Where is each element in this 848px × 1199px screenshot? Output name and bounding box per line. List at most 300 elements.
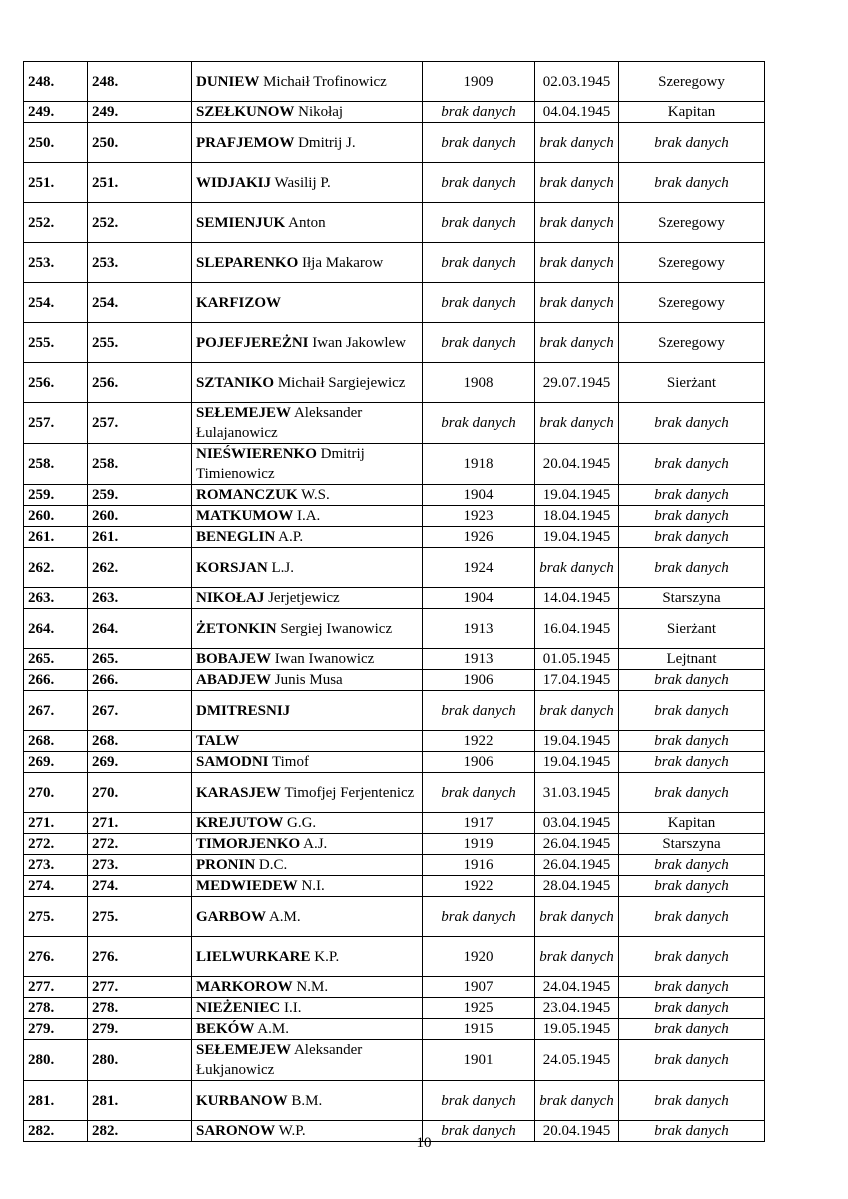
name-cell: [192, 283, 423, 323]
table-row: [24, 752, 765, 773]
rank: brak danych: [619, 444, 765, 485]
death-date: 18.04.1945: [535, 506, 619, 527]
death-date: 29.07.1945: [535, 363, 619, 403]
given-names: Aleksander Łulajanowicz: [196, 405, 363, 441]
given-names: Junis Musa: [274, 672, 343, 688]
name-cell: [192, 444, 423, 485]
surname: DMITRESNIJ: [196, 702, 291, 719]
birth-year: brak danych: [423, 403, 535, 444]
row-number: 258.: [24, 444, 88, 485]
death-date: 24.05.1945: [535, 1040, 619, 1081]
surname: ŻETONKIN: [196, 620, 277, 637]
death-date: 24.04.1945: [535, 977, 619, 998]
given-names: I.A.: [296, 508, 321, 524]
surname: SZEŁKUNOW: [196, 104, 295, 120]
table-row: [24, 977, 765, 998]
row-number: 270.: [24, 773, 88, 813]
name-cell: [192, 731, 423, 752]
birth-year: 1926: [423, 527, 535, 548]
grave-number: 278.: [88, 998, 192, 1019]
row-number: 282.: [24, 1121, 88, 1142]
death-date: 17.04.1945: [535, 670, 619, 691]
row-number: 250.: [24, 123, 88, 163]
rank: brak danych: [619, 731, 765, 752]
grave-number: 282.: [88, 1121, 192, 1142]
birth-year: brak danych: [423, 203, 535, 243]
birth-year: 1907: [423, 977, 535, 998]
surname: SZTANIKO: [196, 374, 275, 391]
rank: brak danych: [619, 1040, 765, 1081]
birth-year: 1922: [423, 876, 535, 897]
row-number: 254.: [24, 283, 88, 323]
grave-number: 256.: [88, 363, 192, 403]
rank: brak danych: [619, 773, 765, 813]
grave-number: 275.: [88, 897, 192, 937]
grave-number: 253.: [88, 243, 192, 283]
birth-year: brak danych: [423, 163, 535, 203]
surname: SEŁEMEJEW: [196, 1042, 292, 1058]
death-date: brak danych: [535, 403, 619, 444]
grave-number: 265.: [88, 649, 192, 670]
grave-number: 276.: [88, 937, 192, 977]
rank: Szeregowy: [619, 203, 765, 243]
name-cell: [192, 691, 423, 731]
surname: NIEŻENIEC: [196, 1000, 281, 1016]
grave-number: 270.: [88, 773, 192, 813]
surname: SLEPARENKO: [196, 254, 299, 271]
given-names: L.J.: [271, 559, 294, 576]
birth-year: 1924: [423, 548, 535, 588]
birth-year: brak danych: [423, 102, 535, 123]
grave-number: 267.: [88, 691, 192, 731]
table-row: [24, 813, 765, 834]
birth-year: 1916: [423, 855, 535, 876]
name-cell: [192, 773, 423, 813]
death-date: 28.04.1945: [535, 876, 619, 897]
birth-year: brak danych: [423, 897, 535, 937]
name-cell: [192, 588, 423, 609]
given-names: Michaił Trofinowicz: [263, 73, 387, 90]
birth-year: 1908: [423, 363, 535, 403]
rank: Szeregowy: [619, 62, 765, 102]
rank: brak danych: [619, 123, 765, 163]
name-cell: [192, 527, 423, 548]
birth-year: 1909: [423, 62, 535, 102]
grave-number: 250.: [88, 123, 192, 163]
given-names: Iwan Iwanowicz: [274, 651, 375, 667]
surname: MARKOROW: [196, 979, 293, 995]
surname: PRONIN: [196, 857, 256, 873]
name-cell: [192, 403, 423, 444]
row-number: 260.: [24, 506, 88, 527]
table-row: [24, 62, 765, 102]
row-number: 263.: [24, 588, 88, 609]
rank: Sierżant: [619, 363, 765, 403]
name-cell: [192, 243, 423, 283]
rank: brak danych: [619, 163, 765, 203]
given-names: A.M.: [268, 908, 301, 925]
grave-number: 277.: [88, 977, 192, 998]
rank: brak danych: [619, 691, 765, 731]
death-date: brak danych: [535, 937, 619, 977]
name-cell: [192, 323, 423, 363]
death-date: brak danych: [535, 203, 619, 243]
row-number: 280.: [24, 1040, 88, 1081]
table-row: [24, 485, 765, 506]
birth-year: brak danych: [423, 243, 535, 283]
row-number: 271.: [24, 813, 88, 834]
rank: brak danych: [619, 527, 765, 548]
given-names: Dmitrij Timienowicz: [196, 446, 365, 482]
grave-number: 255.: [88, 323, 192, 363]
death-date: 02.03.1945: [535, 62, 619, 102]
death-date: brak danych: [535, 323, 619, 363]
name-cell: [192, 855, 423, 876]
name-cell: [192, 752, 423, 773]
table-row: [24, 670, 765, 691]
surname: DUNIEW: [196, 73, 260, 90]
given-names: A.M.: [257, 1021, 289, 1037]
surname: NIEŚWIERENKO: [196, 446, 317, 462]
table-row: [24, 588, 765, 609]
birth-year: brak danych: [423, 1121, 535, 1142]
death-date: brak danych: [535, 123, 619, 163]
surname: SEŁEMEJEW: [196, 405, 292, 421]
rank: Starszyna: [619, 834, 765, 855]
name-cell: [192, 485, 423, 506]
given-names: Sergiej Iwanowicz: [280, 620, 393, 637]
given-names: Nikołaj: [298, 104, 344, 120]
rank: Szeregowy: [619, 243, 765, 283]
death-date: brak danych: [535, 691, 619, 731]
surname: KARFIZOW: [196, 294, 282, 311]
row-number: 255.: [24, 323, 88, 363]
row-number: 256.: [24, 363, 88, 403]
name-cell: [192, 813, 423, 834]
given-names: N.M.: [296, 979, 329, 995]
rank: brak danych: [619, 548, 765, 588]
surname: ROMANCZUK: [196, 487, 298, 503]
given-names: W.S.: [301, 487, 330, 503]
table-row: [24, 548, 765, 588]
table-row: [24, 998, 765, 1019]
death-date: brak danych: [535, 1081, 619, 1121]
birth-year: brak danych: [423, 691, 535, 731]
rank: brak danych: [619, 937, 765, 977]
row-number: 277.: [24, 977, 88, 998]
birth-year: brak danych: [423, 1081, 535, 1121]
death-date: 26.04.1945: [535, 855, 619, 876]
name-cell: [192, 1040, 423, 1081]
row-number: 275.: [24, 897, 88, 937]
table-row: [24, 1040, 765, 1081]
grave-number: 268.: [88, 731, 192, 752]
table-row: [24, 123, 765, 163]
given-names: Wasilij P.: [274, 174, 331, 191]
rank: brak danych: [619, 403, 765, 444]
row-number: 279.: [24, 1019, 88, 1040]
row-number: 273.: [24, 855, 88, 876]
table-row: [24, 834, 765, 855]
rank: brak danych: [619, 1121, 765, 1142]
table-row: [24, 403, 765, 444]
rank: Szeregowy: [619, 323, 765, 363]
surname: SAMODNI: [196, 754, 269, 770]
death-date: 26.04.1945: [535, 834, 619, 855]
birth-year: 1901: [423, 1040, 535, 1081]
birth-year: 1923: [423, 506, 535, 527]
grave-number: 258.: [88, 444, 192, 485]
surname: WIDJAKIJ: [196, 174, 272, 191]
rank: Starszyna: [619, 588, 765, 609]
given-names: Michaił Sargiejewicz: [277, 374, 406, 391]
given-names: K.P.: [314, 948, 340, 965]
name-cell: [192, 937, 423, 977]
death-date: brak danych: [535, 243, 619, 283]
birth-year: 1920: [423, 937, 535, 977]
name-cell: [192, 670, 423, 691]
birth-year: 1906: [423, 752, 535, 773]
grave-number: 266.: [88, 670, 192, 691]
table-row: [24, 527, 765, 548]
given-names: N.I.: [301, 878, 325, 894]
birth-year: brak danych: [423, 283, 535, 323]
rank: brak danych: [619, 998, 765, 1019]
surname: GARBOW: [196, 908, 267, 925]
rank: brak danych: [619, 1019, 765, 1040]
table-row: [24, 731, 765, 752]
given-names: B.M.: [291, 1092, 323, 1109]
rank: brak danych: [619, 876, 765, 897]
rank: brak danych: [619, 752, 765, 773]
table-row: [24, 243, 765, 283]
name-cell: [192, 977, 423, 998]
name-cell: [192, 1019, 423, 1040]
birth-year: 1906: [423, 670, 535, 691]
page-number: 10: [416, 1135, 432, 1151]
birth-year: brak danych: [423, 323, 535, 363]
surname: TALW: [196, 733, 240, 749]
grave-number: 261.: [88, 527, 192, 548]
row-number: 264.: [24, 609, 88, 649]
death-date: brak danych: [535, 163, 619, 203]
row-number: 252.: [24, 203, 88, 243]
name-cell: [192, 163, 423, 203]
surname: BOBAJEW: [196, 651, 272, 667]
birth-year: brak danych: [423, 123, 535, 163]
death-date: 20.04.1945: [535, 1121, 619, 1142]
grave-number: 263.: [88, 588, 192, 609]
given-names: Timofjej Ferjentenicz: [284, 784, 415, 801]
grave-number: 279.: [88, 1019, 192, 1040]
grave-number: 257.: [88, 403, 192, 444]
surname: SEMIENJUK: [196, 214, 286, 231]
rank: Kapitan: [619, 102, 765, 123]
given-names: A.J.: [303, 836, 328, 852]
given-names: I.I.: [283, 1000, 302, 1016]
table-row: [24, 102, 765, 123]
grave-number: 269.: [88, 752, 192, 773]
surname: LIELWURKARE: [196, 948, 311, 965]
row-number: 278.: [24, 998, 88, 1019]
grave-number: 274.: [88, 876, 192, 897]
death-date: 16.04.1945: [535, 609, 619, 649]
row-number: 276.: [24, 937, 88, 977]
row-number: 265.: [24, 649, 88, 670]
given-names: Dmitrij J.: [298, 134, 356, 151]
death-date: 31.03.1945: [535, 773, 619, 813]
row-number: 269.: [24, 752, 88, 773]
rank: Lejtnant: [619, 649, 765, 670]
birth-year: 1918: [423, 444, 535, 485]
grave-number: 273.: [88, 855, 192, 876]
surname: KARASJEW: [196, 784, 282, 801]
death-date: 19.04.1945: [535, 731, 619, 752]
table-row: [24, 506, 765, 527]
row-number: 253.: [24, 243, 88, 283]
grave-number: 271.: [88, 813, 192, 834]
row-number: 268.: [24, 731, 88, 752]
row-number: 272.: [24, 834, 88, 855]
birth-year: 1915: [423, 1019, 535, 1040]
name-cell: [192, 649, 423, 670]
surname: ABADJEW: [196, 672, 272, 688]
grave-number: 254.: [88, 283, 192, 323]
table-row: [24, 691, 765, 731]
surname: TIMORJENKO: [196, 836, 301, 852]
name-cell: [192, 876, 423, 897]
grave-number: 251.: [88, 163, 192, 203]
grave-number: 264.: [88, 609, 192, 649]
table-row: [24, 897, 765, 937]
surname: KORSJAN: [196, 559, 268, 576]
rank: Kapitan: [619, 813, 765, 834]
row-number: 251.: [24, 163, 88, 203]
surname: MATKUMOW: [196, 508, 294, 524]
death-date: 03.04.1945: [535, 813, 619, 834]
given-names: G.G.: [287, 815, 317, 831]
table-row: [24, 649, 765, 670]
grave-number: 272.: [88, 834, 192, 855]
row-number: 274.: [24, 876, 88, 897]
row-number: 259.: [24, 485, 88, 506]
rank: brak danych: [619, 897, 765, 937]
death-date: brak danych: [535, 283, 619, 323]
death-date: 14.04.1945: [535, 588, 619, 609]
row-number: 248.: [24, 62, 88, 102]
grave-number: 281.: [88, 1081, 192, 1121]
name-cell: [192, 548, 423, 588]
row-number: 266.: [24, 670, 88, 691]
surname: KURBANOW: [196, 1092, 288, 1109]
grave-number: 259.: [88, 485, 192, 506]
name-cell: [192, 62, 423, 102]
rank: brak danych: [619, 977, 765, 998]
table-row: [24, 773, 765, 813]
grave-number: 262.: [88, 548, 192, 588]
birth-year: 1913: [423, 649, 535, 670]
surname: SARONOW: [196, 1123, 276, 1139]
birth-year: 1925: [423, 998, 535, 1019]
table-row: [24, 876, 765, 897]
table-row: [24, 937, 765, 977]
surname: MEDWIEDEW: [196, 878, 298, 894]
table-row: [24, 323, 765, 363]
name-cell: [192, 506, 423, 527]
death-date: brak danych: [535, 548, 619, 588]
row-number: 257.: [24, 403, 88, 444]
rank: brak danych: [619, 485, 765, 506]
birth-year: 1919: [423, 834, 535, 855]
table-row: [24, 363, 765, 403]
grave-number: 248.: [88, 62, 192, 102]
rank: Szeregowy: [619, 283, 765, 323]
row-number: 267.: [24, 691, 88, 731]
surname: KREJUTOW: [196, 815, 284, 831]
surname: POJEFJEREŻNI: [196, 334, 309, 351]
grave-number: 252.: [88, 203, 192, 243]
name-cell: [192, 998, 423, 1019]
rank: brak danych: [619, 506, 765, 527]
given-names: Anton: [288, 214, 326, 231]
given-names: Iwan Jakowlew: [312, 334, 406, 351]
burial-table-body: [24, 62, 765, 1142]
name-cell: [192, 123, 423, 163]
table-row: [24, 609, 765, 649]
surname: NIKOŁAJ: [196, 590, 265, 606]
birth-year: 1904: [423, 588, 535, 609]
given-names: A.P.: [278, 529, 304, 545]
death-date: 19.04.1945: [535, 485, 619, 506]
table-row: [24, 855, 765, 876]
given-names: W.P.: [278, 1123, 306, 1139]
name-cell: [192, 897, 423, 937]
table-row: [24, 1081, 765, 1121]
given-names: Iłja Makarow: [302, 254, 384, 271]
rank: Sierżant: [619, 609, 765, 649]
birth-year: 1917: [423, 813, 535, 834]
birth-year: 1913: [423, 609, 535, 649]
grave-number: 280.: [88, 1040, 192, 1081]
row-number: 249.: [24, 102, 88, 123]
death-date: 19.04.1945: [535, 752, 619, 773]
name-cell: [192, 1081, 423, 1121]
table-row: [24, 444, 765, 485]
name-cell: [192, 363, 423, 403]
row-number: 262.: [24, 548, 88, 588]
name-cell: [192, 203, 423, 243]
birth-year: 1922: [423, 731, 535, 752]
name-cell: [192, 609, 423, 649]
surname: BEKÓW: [196, 1021, 255, 1037]
row-number: 261.: [24, 527, 88, 548]
death-date: 19.05.1945: [535, 1019, 619, 1040]
table-row: [24, 1019, 765, 1040]
given-names: D.C.: [258, 857, 288, 873]
death-date: 23.04.1945: [535, 998, 619, 1019]
death-date: 04.04.1945: [535, 102, 619, 123]
table-row: [24, 163, 765, 203]
row-number: 281.: [24, 1081, 88, 1121]
table-row: [24, 283, 765, 323]
grave-number: 249.: [88, 102, 192, 123]
rank: brak danych: [619, 670, 765, 691]
death-date: 19.04.1945: [535, 527, 619, 548]
given-names: Aleksander Łukjanowicz: [196, 1042, 363, 1078]
death-date: brak danych: [535, 897, 619, 937]
surname: BENEGLIN: [196, 529, 276, 545]
table-row: [24, 203, 765, 243]
